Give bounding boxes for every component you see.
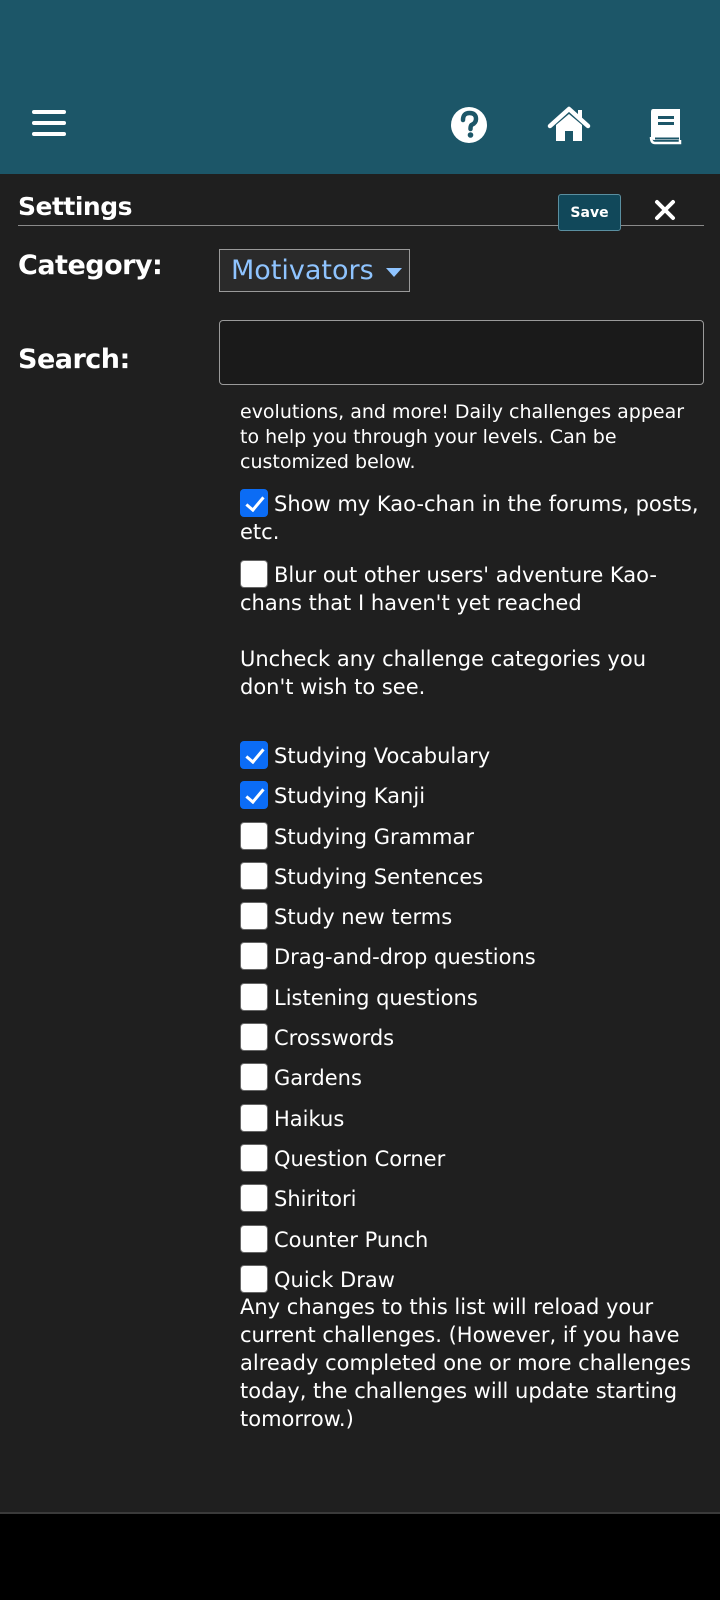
app-header (0, 0, 720, 174)
question-circle-icon[interactable] (448, 104, 492, 148)
blur-option[interactable] (240, 560, 700, 617)
challenge-checkbox[interactable] (240, 1144, 268, 1172)
challenge-checkbox[interactable] (240, 1265, 268, 1293)
challenge-checkbox[interactable] (240, 983, 268, 1011)
challenge-label: Crosswords (274, 1026, 395, 1051)
challenge-option[interactable] (240, 942, 700, 982)
challenge-label: Gardens (274, 1066, 362, 1091)
challenge-option[interactable] (240, 1144, 700, 1184)
challenge-option[interactable] (240, 1265, 700, 1293)
home-icon[interactable] (547, 104, 591, 148)
challenge-option[interactable] (240, 1225, 700, 1265)
reload-notice: Any changes to this list will reload your current challenges. (However, if you have already completed one or more challenges today, the challenges will update starting tomorrow.) (240, 1294, 691, 1431)
settings-content (240, 400, 700, 1500)
challenge-checkbox[interactable] (240, 1063, 268, 1091)
challenge-option[interactable] (240, 862, 700, 902)
challenge-checkbox[interactable] (240, 902, 268, 930)
blur-checkbox[interactable] (240, 560, 268, 588)
challenge-option[interactable] (240, 1063, 700, 1103)
challenge-label: Counter Punch (274, 1227, 429, 1252)
challenge-option[interactable] (240, 822, 700, 862)
description-line: evolutions, and more! Daily challenges appear to (240, 401, 685, 448)
motivators-description (240, 400, 700, 475)
show-kao-checkbox[interactable] (240, 489, 268, 517)
category-value: Motivators (231, 255, 374, 286)
challenge-checkbox[interactable] (240, 862, 268, 890)
challenge-option[interactable] (240, 1104, 700, 1144)
challenge-option[interactable] (240, 1023, 700, 1063)
caret-down-icon (386, 268, 402, 277)
challenge-checkbox[interactable] (240, 741, 268, 769)
challenge-option[interactable] (240, 741, 700, 781)
close-icon[interactable] (652, 197, 678, 223)
challenge-label: Drag-and-drop questions (274, 945, 536, 970)
challenge-checkbox[interactable] (240, 1023, 268, 1051)
challenge-label: Quick Draw (274, 1267, 395, 1292)
category-select[interactable] (219, 249, 410, 292)
bottom-bar (0, 1514, 720, 1600)
show-kao-option[interactable] (240, 489, 700, 546)
challenge-checkbox[interactable] (240, 1184, 268, 1212)
search-label: Search: (18, 344, 130, 375)
description-rest: help you through your levels. Can be customized below. (240, 426, 617, 473)
category-label: Category: (18, 250, 163, 281)
blur-label: Blur out other users' adventure Kao-chans that I haven't yet reached (240, 563, 657, 615)
challenge-checkbox[interactable] (240, 822, 268, 850)
settings-panel (0, 174, 720, 1514)
challenge-list (240, 741, 700, 1293)
challenge-label: Listening questions (274, 985, 478, 1010)
challenge-label: Studying Grammar (274, 824, 474, 849)
search-input[interactable] (219, 320, 704, 385)
challenge-label: Studying Sentences (274, 864, 484, 889)
challenge-checkbox[interactable] (240, 1225, 268, 1253)
challenge-checkbox[interactable] (240, 781, 268, 809)
challenge-checkbox[interactable] (240, 942, 268, 970)
uncheck-instructions: Uncheck any challenge categories you don't wish to see. (240, 647, 647, 699)
hamburger-icon[interactable] (30, 108, 68, 138)
challenge-label: Study new terms (274, 905, 453, 930)
challenge-label: Studying Vocabulary (274, 744, 491, 768)
challenge-checkbox[interactable] (240, 1104, 268, 1132)
challenge-option[interactable] (240, 1184, 700, 1224)
settings-title: Settings (18, 192, 133, 221)
show-kao-label: Show my Kao-chan in the forums, posts, etc. (240, 492, 699, 544)
challenge-label: Question Corner (274, 1146, 446, 1171)
challenge-option[interactable] (240, 781, 700, 821)
challenge-label: Shiritori (274, 1187, 357, 1212)
challenge-option[interactable] (240, 983, 700, 1023)
book-icon[interactable] (644, 104, 688, 148)
challenge-option[interactable] (240, 902, 700, 942)
save-button[interactable]: Save (558, 194, 621, 231)
challenge-label: Haikus (274, 1106, 345, 1131)
challenge-label: Studying Kanji (274, 784, 426, 809)
